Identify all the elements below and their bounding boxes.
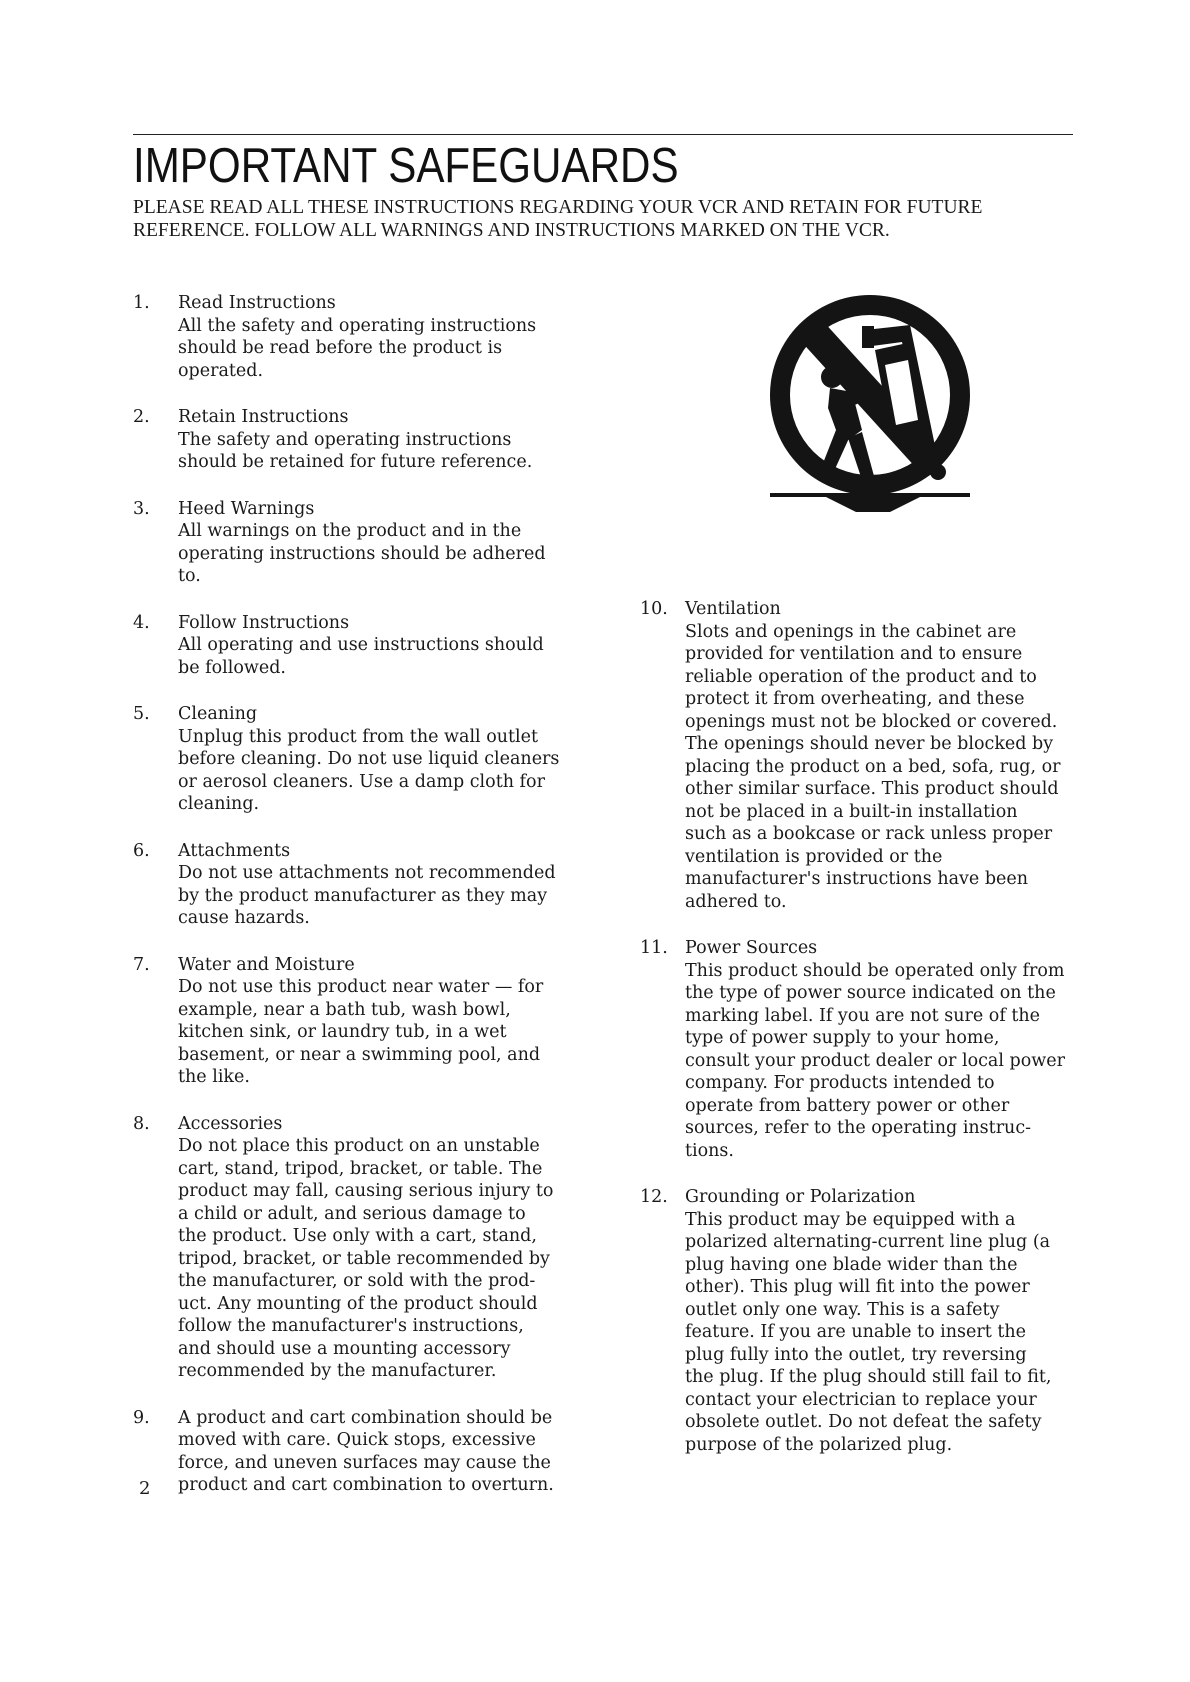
item-heading: Ventilation — [685, 599, 781, 619]
item-heading: Read Instructions — [178, 293, 336, 313]
top-rule — [133, 134, 1073, 135]
item-text: Do not use this product near water — for example, near a bath tub, wash bowl, kitchen sink, or laundry tub, in a wet basement, or near a swimming pool, and the like. — [178, 977, 544, 1087]
item-number: 1. — [133, 293, 150, 313]
left-column — [133, 292, 603, 1497]
item-number: 2. — [133, 407, 150, 427]
item-text: This product may be equipped with a polarized alternating-current line plug (a plug having one blade wider than the other). This plug will fit into the power outlet only one way. This is a safety feature. If you are unable to insert the plug fully into the outlet, try reversing the plug. If the plug should still fail to fit, contact your electrician to replace your obsolete outlet. Do not defeat the safety purpose of the polarized plug. — [685, 1209, 1052, 1455]
item-text: A product and cart combination should be moved with care. Quick stops, excessive force, and uneven surfaces may cause the product and cart combination to overturn. — [178, 1407, 554, 1495]
item-heading: Power Sources — [685, 938, 818, 958]
list-item — [133, 1407, 603, 1497]
item-number: 5. — [133, 704, 150, 724]
list-item — [133, 612, 603, 680]
item-heading: Heed Warnings — [178, 498, 315, 519]
list-item — [133, 292, 603, 382]
list-item — [640, 1186, 1080, 1456]
item-heading: Water and Moisture — [178, 954, 355, 975]
item-number: 3. — [133, 498, 150, 519]
item-number: 12. — [640, 1187, 668, 1207]
item-heading: Accessories — [178, 1113, 283, 1134]
item-text: All the safety and operating instructions should be read before the product is operated. — [178, 315, 537, 381]
item-number: 10. — [640, 599, 668, 619]
item-number: 8. — [133, 1113, 150, 1134]
list-item — [133, 703, 603, 816]
item-text: Unplug this product from the wall outlet before cleaning. Do not use liquid cleaners or aerosol cleaners. Use a damp cloth for cleaning. — [178, 726, 560, 814]
no-cart-tipover-icon — [770, 280, 970, 555]
list-item — [133, 406, 603, 474]
intro-paragraph: PLEASE READ ALL THESE INSTRUCTIONS REGARDING YOUR VCR AND RETAIN FOR FUTURE REFERENCE. FOLLOW ALL WARNINGS AND INSTRUCTIONS MARKED ON THE VCR. — [133, 197, 983, 241]
item-heading: Grounding or Polarization — [685, 1187, 916, 1207]
list-item — [640, 598, 1080, 913]
right-column — [640, 598, 1080, 1456]
item-text: The safety and operating instructions should be retained for future reference. — [178, 429, 533, 472]
list-item — [640, 937, 1080, 1162]
item-number: 11. — [640, 938, 668, 958]
page-number: 2 — [139, 1478, 151, 1499]
item-number: 6. — [133, 840, 150, 861]
list-item — [133, 954, 603, 1089]
item-number: 7. — [133, 954, 150, 975]
list-item — [133, 840, 603, 930]
item-number: 9. — [133, 1407, 150, 1428]
list-item — [133, 498, 603, 588]
list-item — [133, 1113, 603, 1383]
item-text: All operating and use instructions should be followed. — [178, 635, 544, 678]
item-text: All warnings on the product and in the operating instructions should be adhered to. — [178, 521, 546, 586]
item-text: Do not use attachments not recommended by the product manufacturer as they may cause hazards. — [178, 863, 556, 928]
item-text: Slots and openings in the cabinet are provided for ventilation and to ensure reliable operation of the product and to protect it from overheating, and these openings must not be blocked or covered. The openings should never be blocked by placing the product on a bed, sofa, rug, or other similar surface. This product should not be placed in a built-in installation such as a bookcase or rack unless proper ventilation is provided or the manufacturer's instructions have been adhered to. — [685, 621, 1061, 912]
page-title: IMPORTANT SAFEGUARDS — [133, 139, 679, 193]
item-heading: Follow Instructions — [178, 612, 350, 633]
item-heading: Retain Instructions — [178, 407, 349, 427]
item-heading: Cleaning — [178, 704, 258, 724]
item-number: 4. — [133, 612, 150, 633]
item-text: This product should be operated only from the type of power source indicated on the marking label. If you are not sure of the type of power supply to your home, consult your product dealer or local power company. For products intended to operate from battery power or other sources, refer to the operating instruc- tions. — [685, 960, 1065, 1161]
item-text: Do not place this product on an unstable cart, stand, tripod, bracket, or table. The product may fall, causing serious injury to a child or adult, and serious damage to the product. Use only with a cart, stand, tripod, bracket, or table recommended by the manufacturer, or sold with the prod- uct. Any mounting of the product should follow the manufacturer's instructions, and should use a mounting accessory recommended by the manufacturer. — [178, 1136, 554, 1381]
item-heading: Attachments — [178, 840, 291, 861]
